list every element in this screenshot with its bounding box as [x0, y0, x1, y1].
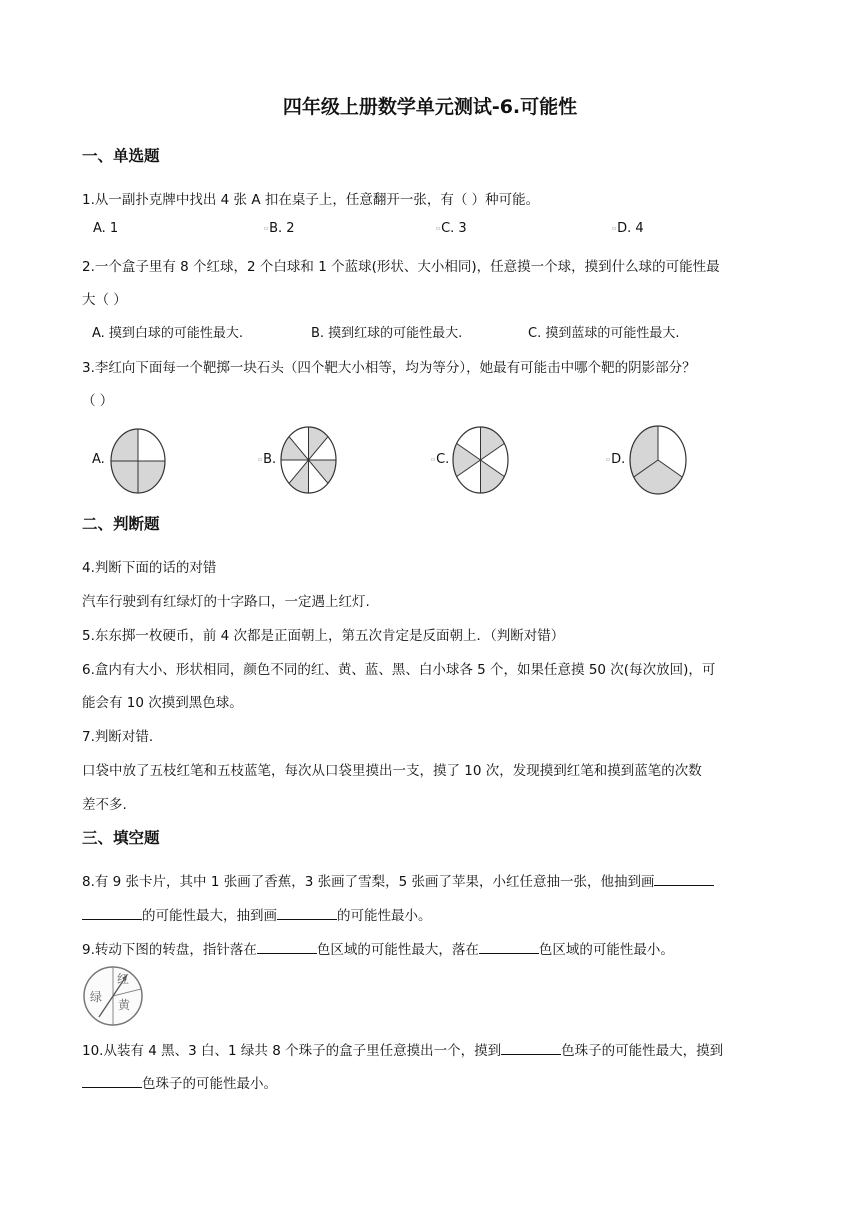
- question-6-line-2: 能会有 10 次摸到黑色球。: [82, 695, 243, 711]
- question-4-line-2: 汽车行驶到有红绿灯的十字路口，一定遇上红灯.: [82, 594, 370, 610]
- spinner-figure: [81, 965, 145, 1027]
- target-c-shaded-sector: [481, 460, 505, 493]
- q1-option-d: ▫D. 4: [612, 221, 644, 236]
- section-heading-true-false: 二、判断题: [82, 515, 160, 533]
- answer-blank[interactable]: [277, 907, 337, 920]
- question-3-line-1: 3.李红向下面每一个靶掷一块石头（四个靶大小相等，均为等分），她最有可能击中哪个靶的阴影部分？: [82, 360, 696, 376]
- q3-option-d-label: ▫D.: [606, 452, 626, 467]
- section-heading-single-choice: 一、单选题: [82, 147, 160, 165]
- option-marker-icon: ▫: [431, 456, 436, 463]
- q2-option-c: C. 摸到蓝球的可能性最大.: [528, 326, 680, 341]
- target-c-shaded-sector: [481, 427, 505, 460]
- spinner-label-yellow: 黄: [118, 998, 131, 1012]
- question-10-line-2: 色珠子的可能性最小。: [82, 1072, 277, 1092]
- question-5-text: 5.东东掷一枚硬币，前 4 次都是正面朝上，第五次肯定是反面朝上．（判断对错）: [82, 628, 565, 644]
- q3-option-b-label: ▫B.: [258, 452, 277, 467]
- q3-option-a-label: A.: [92, 452, 105, 467]
- q1-option-c: ▫C. 3: [436, 221, 467, 236]
- answer-blank[interactable]: [257, 941, 317, 954]
- question-8-line-2: 的可能性最大，抽到画 的可能性最小。: [82, 904, 432, 924]
- target-b-shaded-sector: [309, 460, 337, 483]
- question-2-line-2: 大（ ）: [82, 292, 127, 308]
- answer-blank[interactable]: [479, 941, 539, 954]
- target-c-shaded-sector: [453, 444, 480, 477]
- q1-option-b: ▫B. 2: [264, 221, 295, 236]
- question-7-line-3: 差不多.: [82, 797, 127, 813]
- option-marker-icon: ▫: [606, 456, 611, 463]
- question-3-line-2: （ ）: [82, 393, 114, 409]
- target-b-shaded-sector: [309, 427, 328, 460]
- answer-blank[interactable]: [82, 907, 142, 920]
- question-7-line-1: 7.判断对错.: [82, 729, 154, 745]
- q2-option-b: B. 摸到红球的可能性最大.: [311, 326, 463, 341]
- answer-blank[interactable]: [654, 873, 714, 886]
- question-7-line-2: 口袋中放了五枝红笔和五枝蓝笔，每次从口袋里摸出一支，摸了 10 次，发现摸到红笔和摸到蓝笔的次数: [82, 763, 702, 779]
- q3-option-c-label: ▫C.: [431, 452, 450, 467]
- spinner-label-red: 红: [117, 972, 130, 986]
- answer-blank[interactable]: [82, 1075, 142, 1088]
- option-marker-icon: ▫: [436, 225, 441, 232]
- question-4-line-1: 4.判断下面的话的对错: [82, 560, 217, 576]
- target-b-shaded-sector: [289, 460, 308, 493]
- option-marker-icon: ▫: [264, 225, 269, 232]
- q1-option-a: A. 1: [93, 221, 119, 236]
- target-d-figure: [629, 425, 687, 495]
- target-b-figure: [280, 426, 337, 494]
- target-b-shaded-sector: [281, 437, 309, 460]
- target-a-figure: [110, 428, 166, 494]
- question-2-line-1: 2.一个盒子里有 8 个红球，2 个白球和 1 个蓝球(形状、大小相同)，任意摸一个球，摸到什么球的可能性最: [82, 259, 720, 275]
- page-title: 四年级上册数学单元测试-6.可能性: [282, 96, 578, 118]
- option-marker-icon: ▫: [258, 456, 263, 463]
- section-heading-fill-in: 三、填空题: [82, 829, 160, 847]
- q2-option-a: A. 摸到白球的可能性最大.: [92, 326, 244, 341]
- question-6-line-1: 6.盒内有大小、形状相同，颜色不同的红、黄、蓝、黑、白小球各 5 个，如果任意摸 50 次(每次放回)，可: [82, 662, 716, 678]
- option-marker-icon: ▫: [612, 225, 617, 232]
- question-8-line-1: 8.有 9 张卡片，其中 1 张画了香蕉，3 张画了雪梨，5 张画了苹果，小红任意抽一张，他抽到画: [82, 870, 714, 890]
- target-c-figure: [452, 426, 509, 494]
- answer-blank[interactable]: [501, 1042, 561, 1055]
- question-10-line-1: 10.从装有 4 黑、3 白、1 绿共 8 个珠子的盒子里任意摸出一个，摸到 色珠子的可能性最大，摸到: [82, 1043, 724, 1059]
- question-1-text: 1.从一副扑克牌中找出 4 张 A 扣在桌子上，任意翻开一张，有（ ）种可能。: [82, 192, 540, 208]
- question-9-text: 9.转动下图的转盘，指针落在 色区域的可能性最大，落在 色区域的可能性最小。: [82, 942, 674, 958]
- spinner-label-green: 绿: [90, 990, 103, 1004]
